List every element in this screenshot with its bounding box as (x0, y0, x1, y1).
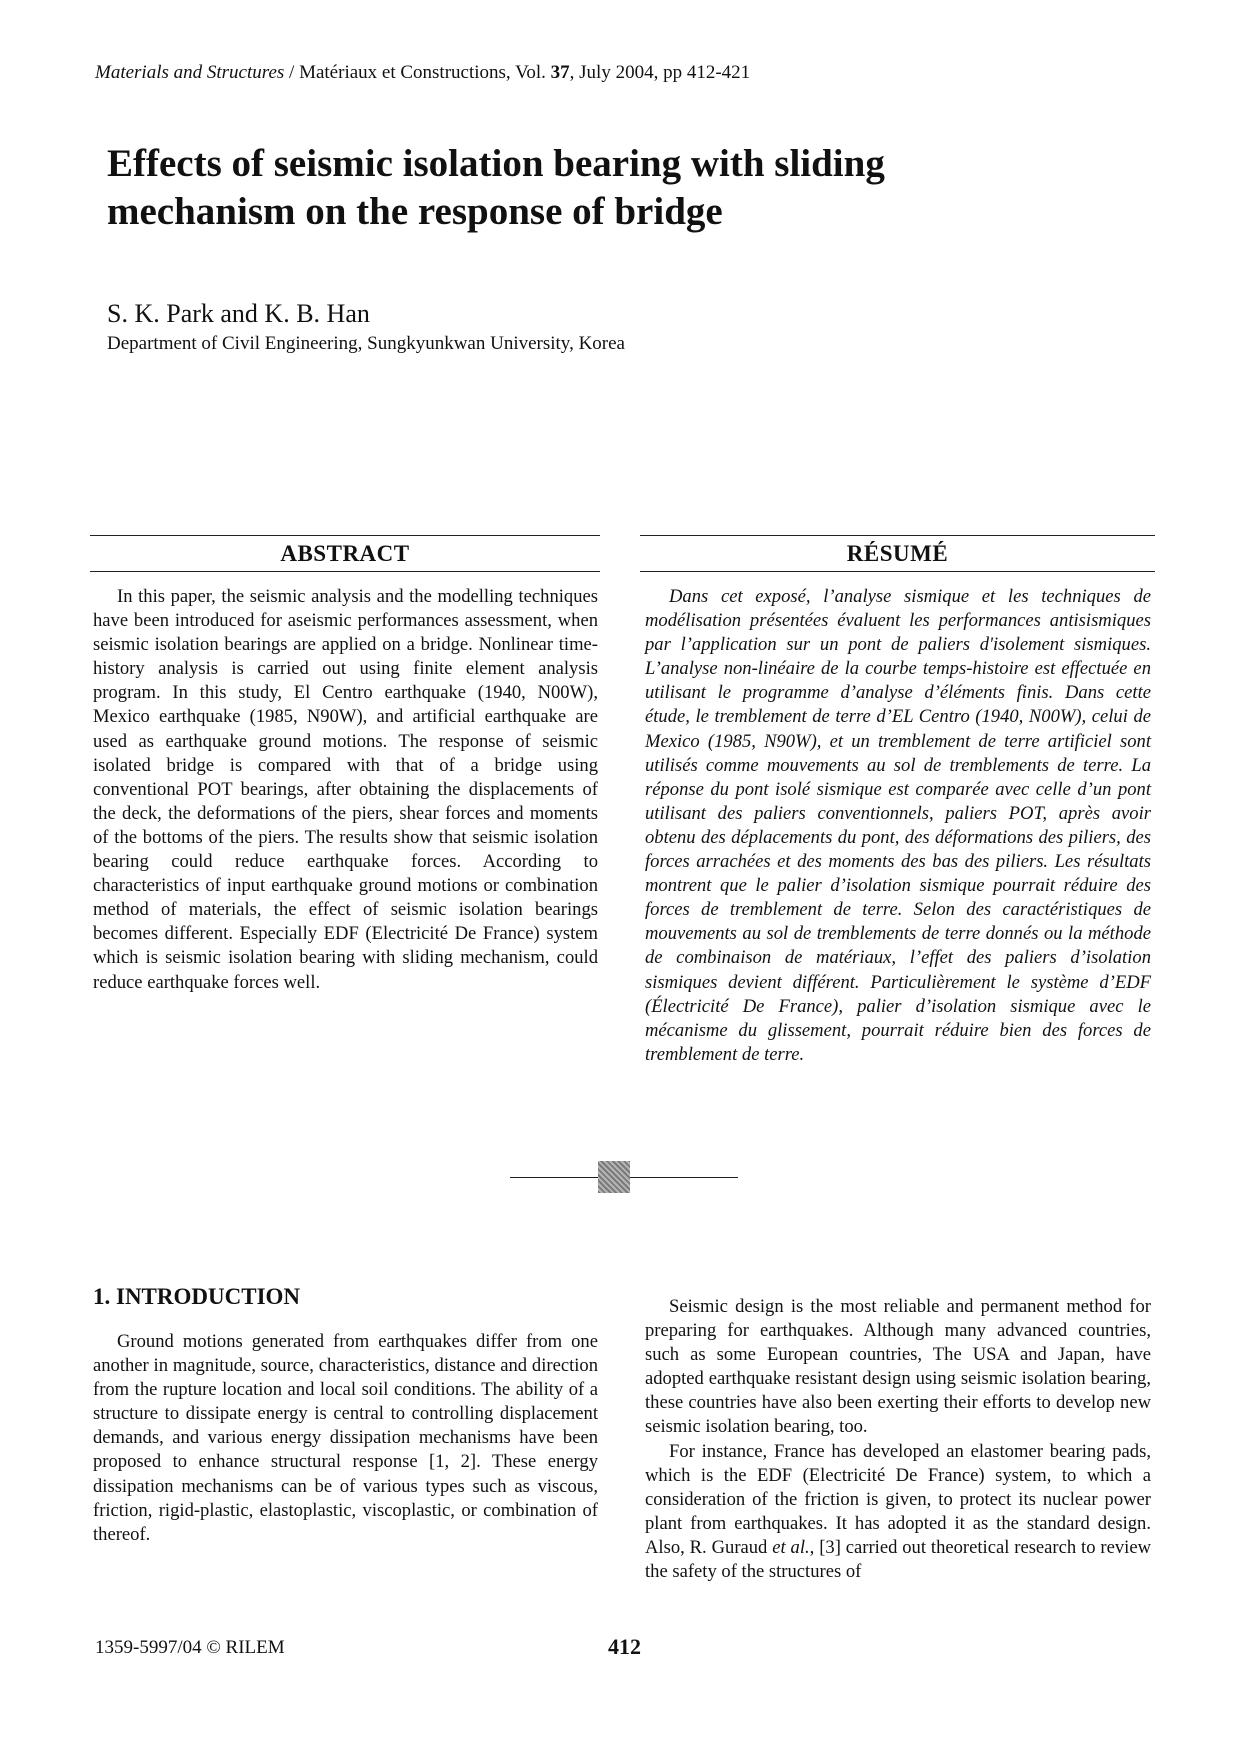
paper-title-line-1: Effects of seismic isolation bearing with sliding (107, 142, 885, 185)
abstract-heading: ABSTRACT (280, 541, 410, 566)
introduction-paragraph-3 (645, 1440, 1151, 1585)
abstract-top-rule (90, 535, 600, 536)
journal-name: Materials and Structures (95, 62, 285, 83)
resume-top-rule (640, 535, 1155, 536)
affiliation: Department of Civil Engineering, Sungkyunkwan University, Korea (107, 333, 625, 354)
resume-body (645, 585, 1151, 1067)
resume-text: Dans cet exposé, l’analyse sismique et les techniques de modélisation présentées évaluent les performances antisismiques par l’application sur un pont de paliers d'isolement sismiques. L’analyse non-linéaire de la courbe temps-histoire est effectuée en utilisant le programme d’analyse d’éléments finis. Dans cette étude, le tremblement de terre d’EL Centro (1940, N00W), celui de Mexico (1985, N90W), et un tremblement de terre artificiel sont utilisés comme mouvements au sol de tremblements de terre. La réponse du pont isolé sismique est comparée avec celle d’un pont utilisant des paliers conventionnels, paliers POT, après avoir obtenu des déplacements du pont, des déformations des piliers, des forces arrachées et des moments des bas des piliers. Les résultats montrent que le palier d’isolation sismique pourrait réduire des forces de tremblement de terre. Selon des caractéristiques de mouvements au sol de tremblements de terre donnés ou la méthode de combinaison de matériaux, l’effet des paliers d’isolation sismiques devient différent. Particulièrement le système d’EDF (Électricité De France), palier d’isolation sismique avec le mécanisme du glissement, pourrait réduire bien des forces de tremblement de terre. (645, 586, 1151, 1065)
introduction-paragraph-1: Ground motions generated from earthquakes differ from one another in magnitude, source, characteristics, distance and direction from the rupture location and local soil conditions. The ability of a structure to dissipate energy is central to controlling displacement demands, and various energy dissipation mechanisms have been proposed to enhance structural response [1, 2]. These energy dissipation mechanisms can be of various types such as viscous, friction, rigid-plastic, elastoplastic, viscoplastic, or combination of thereof. (93, 1331, 598, 1545)
resume-heading: RÉSUMÉ (846, 541, 949, 566)
journal-header (95, 62, 750, 84)
issn-copyright: 1359-5997/04 © RILEM (95, 1637, 285, 1658)
journal-issue-pages: , July 2004, pp 412-421 (569, 62, 751, 83)
journal-volume: 37 (550, 62, 570, 83)
introduction-right-column (645, 1295, 1151, 1584)
paper-title-line-2: mechanism on the response of bridge (107, 190, 723, 233)
journal-series: / Matériaux et Constructions, Vol. (284, 62, 551, 83)
introduction-left-column (93, 1330, 598, 1547)
abstract-bottom-rule (90, 571, 600, 572)
introduction-heading: 1. INTRODUCTION (93, 1284, 301, 1309)
et-al-italic: et al. (772, 1536, 810, 1558)
abstract-text: In this paper, the seismic analysis and the modelling techniques have been introduced for aseismic performances assessment, when seismic isolation bearings are applied on a bridge. Nonlinear time-history analysis is carried out using finite element analysis program. In this study, El Centro earthquake (1940, N00W), Mexico earthquake (1985, N90W), and artificial earthquake are used as earthquake ground motions. The response of seismic isolated bridge is compared with that of a bridge using conventional POT bearings, after obtaining the displacements of the deck, the deformations of the piers, shear forces and moments of the bottoms of the piers. The results show that seismic isolation bearing could reduce earthquake forces. According to characteristics of input earthquake ground motions or combination method of materials, the effect of seismic isolation bearings becomes different. Especially EDF (Electricité De France) system which is seismic isolation bearing with sliding mechanism, could reduce earthquake forces well. (93, 586, 598, 993)
paper-title (107, 140, 1007, 236)
resume-bottom-rule (640, 571, 1155, 572)
section-divider-ornament (598, 1161, 630, 1193)
introduction-paragraph-2: Seismic design is the most reliable and permanent method for preparing for earthquakes. Although many advanced countries, such as some European countries, The USA and Japan, have adopted earthquake resistant design using seismic isolation bearing, these countries have also been exerting their efforts to develop new seismic isolation bearing, too. (645, 1296, 1151, 1438)
introduction-paragraph-3-start: For instance, France has developed an elastomer bearing pads, which is the EDF (Electricité De France) system, to which a consideration of the friction is given, to protect its nuclear power plant from earthquakes. It has adopted it as the standard design. Also, R. Guraud (645, 1440, 1151, 1558)
page-number: 412 (608, 1634, 641, 1659)
introduction-paragraph-3-end: , [3] carried out theoretical research to review the safety of the structures of (645, 1536, 1151, 1583)
abstract-body (93, 585, 598, 995)
authors: S. K. Park and K. B. Han (107, 299, 370, 328)
